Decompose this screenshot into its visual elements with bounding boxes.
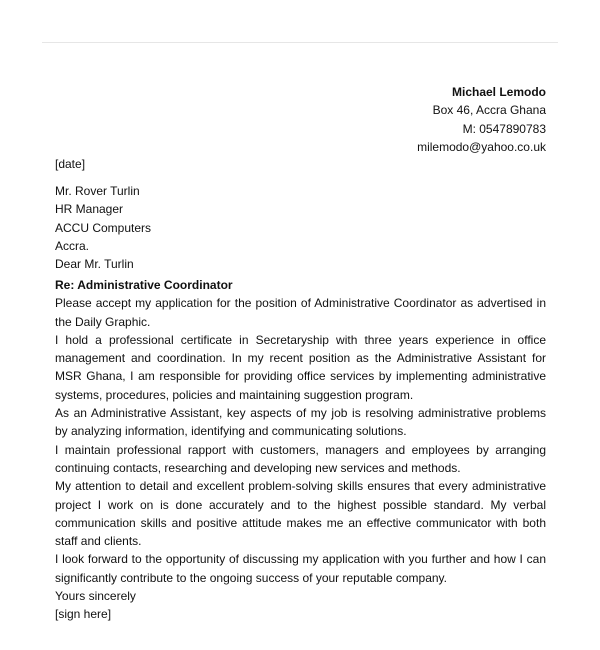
paragraph-responsibilities: As an Administrative Assistant, key aspects of my job is resolving administrative problems by analyzing information, identifying and communicating solutions. xyxy=(55,406,546,439)
recipient-title: HR Manager xyxy=(55,202,124,217)
sender-email: milemodo@yahoo.co.uk xyxy=(417,139,546,154)
salutation: Dear Mr. Turlin xyxy=(55,257,134,272)
sender-block xyxy=(417,83,546,156)
recipient-company: ACCU Computers xyxy=(55,220,152,235)
paragraph-rapport: I maintain professional rapport with customers, managers and employees by arranging continuing contacts, researching and developing new services and methods. xyxy=(55,442,546,475)
recipient-block xyxy=(55,182,546,273)
paragraph-closing: I look forward to the opportunity of discussing my application with you further and how I can significantly contribute to the ongoing success of your reputable company. xyxy=(55,552,546,585)
top-divider xyxy=(42,42,558,43)
recipient-city: Accra. xyxy=(55,238,90,253)
sender-name: Michael Lemodo xyxy=(451,85,546,99)
subject-line: Re: Administrative Coordinator xyxy=(55,278,233,292)
paragraph-skills: My attention to detail and excellent problem-solving skills ensures that every administrative project I work on is done accurately and to the highest possible standard. My verbal communication skills and positive attitude makes me an effective communicator with both staff and clients. xyxy=(55,479,546,549)
signature-placeholder: [sign here] xyxy=(55,607,112,622)
recipient-name: Mr. Rover Turlin xyxy=(55,184,140,198)
sender-address: Box 46, Accra Ghana xyxy=(432,103,546,118)
paragraph-experience: I hold a professional certificate in Secretaryship with three years experience in office management and coordination. In my recent position as the Administrative Assistant for MSR Ghana, I am responsible for providing office services by implementing administrative systems, procedures, policies and maintaining suggestion program. xyxy=(55,332,546,402)
paragraph-application: Please accept my application for the position of Administrative Coordinator as advertised in the Daily Graphic. xyxy=(55,296,546,329)
sender-phone: M: 0547890783 xyxy=(462,121,546,136)
closing: Yours sincerely xyxy=(55,589,136,604)
letter-date: [date] xyxy=(55,157,86,171)
letter-body xyxy=(55,276,546,624)
